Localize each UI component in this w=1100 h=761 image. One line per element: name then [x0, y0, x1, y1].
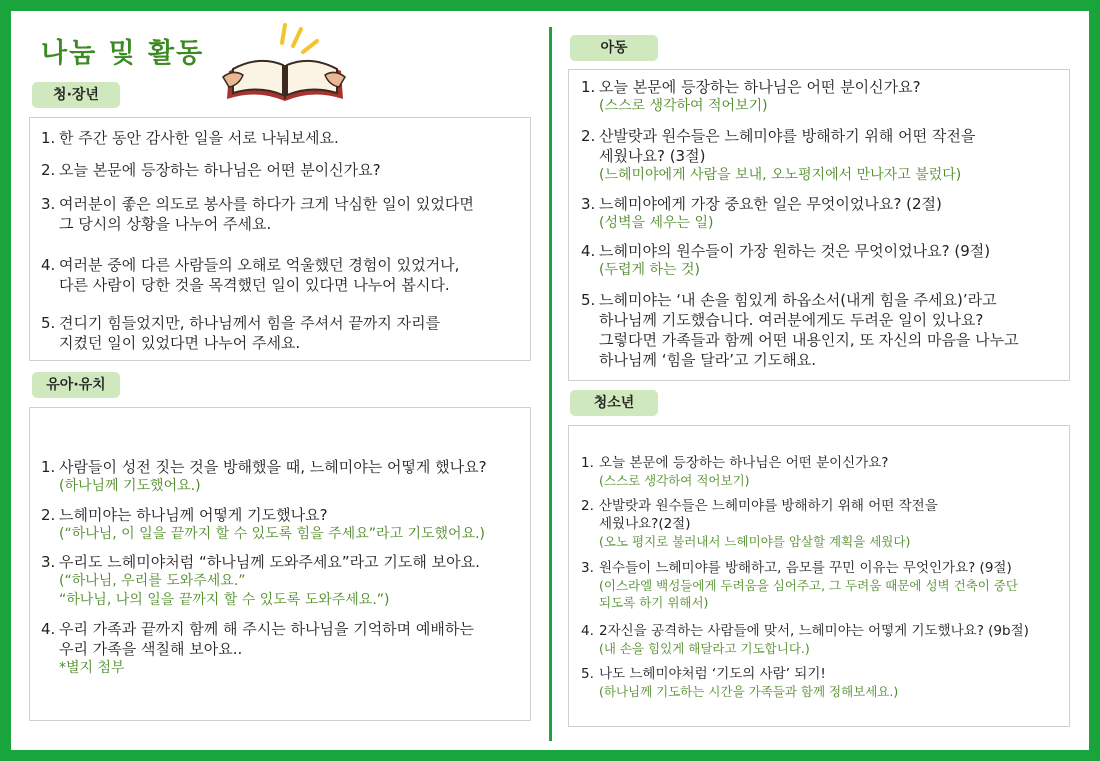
section-tag-teens: 청소년 — [570, 390, 658, 416]
children-item-5: 5. 느헤미야는 ‘내 손을 힘있게 하옵소서(내게 힘을 주세요)’라고 하나님께 기도했습니다. 여러분에게도 두려운 일이 있나요? 그렇다면 가족들과 함께 어떤 내용인지, 또 자신의 마음을 나누고 하나님께 ‘힘을 달라’고 기도해요. — [581, 291, 1019, 369]
worksheet-page — [11, 11, 1089, 750]
column-divider — [549, 27, 552, 741]
youth-adult-item-3: 3. 여러분이 좋은 의도로 봉사를 하다가 크게 낙심한 일이 있었다면 그 당시의 상황을 나누어 주세요. — [41, 195, 474, 233]
youth-adult-item-2: 2. 오늘 본문에 등장하는 하나님은 어떤 분이신가요? — [41, 161, 381, 179]
infant-item-4: 4. 우리 가족과 끝까지 함께 해 주시는 하나님을 기억하며 예배하는 우리 가족을 색칠해 보아요.. *별지 첨부 — [41, 620, 474, 676]
children-item-4: 4. 느헤미야의 원수들이 가장 원하는 것은 무엇이었나요? (9절) (두렵게 하는 것) — [581, 242, 991, 278]
children-item-1: 1. 오늘 본문에 등장하는 하나님은 어떤 분이신가요? (스스로 생각하여 적어보기) — [581, 78, 921, 114]
section-tag-children: 아동 — [570, 35, 658, 61]
page-title: 나눔 및 활동 — [41, 38, 205, 69]
section-tag-infant: 유아·유치 — [32, 372, 120, 398]
open-book-icon — [219, 19, 349, 109]
children-item-2: 2. 산발랏과 원수들은 느헤미야를 방해하기 위해 어떤 작전을 세웠나요? (3절) (느헤미야에게 사람을 보내, 오노평지에서 만나자고 불렀다) — [581, 127, 976, 183]
infant-item-3: 3. 우리도 느헤미야처럼 “하나님께 도와주세요”라고 기도해 보아요. (“하나님, 우리를 도와주세요.” “하나님, 나의 일을 끝까지 할 수 있도록 도와주세요.”) — [41, 553, 480, 608]
youth-adult-item-1: 1. 한 주간 동안 감사한 일을 서로 나눠보세요. — [41, 129, 339, 147]
youth-adult-item-5: 5. 견디기 힘들었지만, 하나님께서 힘을 주셔서 끝까지 자리를 지켰던 일이 있었다면 나누어 주세요. — [41, 314, 441, 352]
youth-adult-item-4: 4. 여러분 중에 다른 사람들의 오해로 억울했던 경험이 있었거나, 다른 사람이 당한 것을 목격했던 일이 있다면 나누어 봅시다. — [41, 256, 460, 294]
infant-item-2: 2. 느헤미야는 하나님께 어떻게 기도했나요? (“하나님, 이 일을 끝까지 할 수 있도록 힘을 주세요”라고 기도했어요.) — [41, 506, 486, 542]
infant-item-1: 1. 사람들이 성전 짓는 것을 방해했을 때, 느헤미야는 어떻게 했나요? (하나님께 기도했어요.) — [41, 458, 487, 494]
teens-item-1: 1. 오늘 본문에 등장하는 하나님은 어떤 분이신가요? (스스로 생각하여 적어보기) — [581, 455, 889, 488]
teens-item-5: 5. 나도 느헤미야처럼 ‘기도의 사람’ 되기! (하나님께 기도하는 시간을 가족들과 함께 정해보세요.) — [581, 666, 899, 699]
section-tag-youth-adult: 청·장년 — [32, 82, 120, 108]
teens-item-2: 2. 산발랏과 원수들은 느헤미야를 방해하기 위해 어떤 작전을 세웠나요?(2절) (오노 평지로 불러내서 느헤미야를 암살할 계획을 세웠다) — [581, 498, 938, 549]
teens-item-3: 3. 원수들이 느헤미야를 방해하고, 음모를 꾸민 이유는 무엇인가요? (9절) (이스라엘 백성들에게 두려움을 심어주고, 그 두려움 때문에 성벽 건축이 중단 되도록 하기 위해서) — [581, 560, 1018, 610]
children-item-3: 3. 느헤미야에게 가장 중요한 일은 무엇이었나요? (2절) (성벽을 세우는 일) — [581, 195, 942, 231]
teens-item-4: 4. 2자신을 공격하는 사람들에 맞서, 느헤미야는 어떻게 기도했나요? (9b절) (내 손을 힘있게 해달라고 기도합니다.) — [581, 623, 1029, 656]
